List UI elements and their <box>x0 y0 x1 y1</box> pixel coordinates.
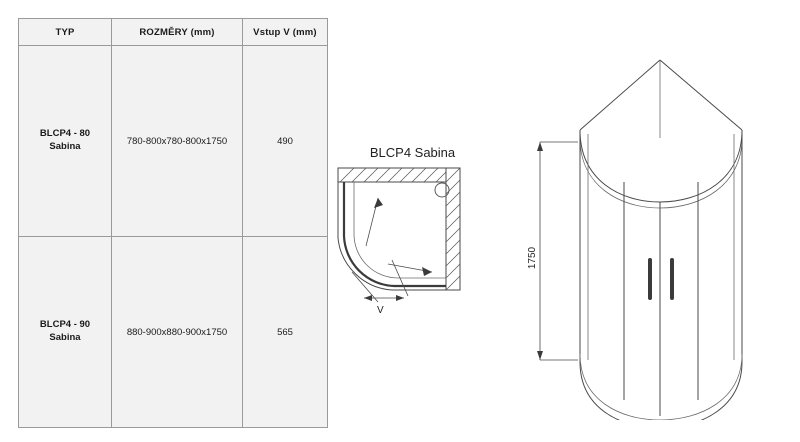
bottom-rail-arc <box>580 362 742 420</box>
door-handle-right <box>670 258 674 300</box>
cell-type <box>19 237 112 428</box>
height-dimension <box>527 142 578 360</box>
type-name-line1: BLCP4 - 80 <box>39 128 91 140</box>
isometric-view-drawing <box>520 30 790 420</box>
door-handle-left <box>648 258 652 300</box>
plan-view-title: BLCP4 Sabina <box>369 145 456 160</box>
cell-entry: 565 <box>243 237 328 428</box>
specification-table <box>18 18 328 428</box>
slide-arrow-upper <box>366 198 383 246</box>
cell-dimensions: 780-800x780-800x1750 <box>112 46 243 237</box>
cell-dimensions: 880-900x880-900x1750 <box>112 237 243 428</box>
plan-view-svg <box>330 120 490 320</box>
type-name-line2: Sabina <box>49 141 81 152</box>
table-header-row <box>19 19 328 46</box>
bottom-rail-arc-inner <box>580 354 742 420</box>
top-rail-arc <box>580 130 742 202</box>
enclosure-arc <box>344 182 446 286</box>
type-name-line1: BLCP4 - 90 <box>39 319 91 331</box>
cell-type <box>19 46 112 237</box>
isometric-view-svg <box>520 30 790 420</box>
top-corner-lines <box>580 60 742 138</box>
wall-hatch-top <box>338 168 460 182</box>
enclosure-inner-arc <box>354 182 446 278</box>
cell-entry: 490 <box>243 46 328 237</box>
column-header-dimensions: ROZMĚRY (mm) <box>112 19 243 46</box>
column-header-entry: Vstup V (mm) <box>243 19 328 46</box>
column-header-type: TYP <box>19 19 112 46</box>
table-body <box>19 46 328 428</box>
height-dimension-label: 1750 <box>527 246 538 270</box>
table-row <box>19 237 328 428</box>
top-rail-arc-inner <box>580 138 742 208</box>
type-name-line2: Sabina <box>49 332 81 343</box>
plan-view-drawing <box>330 120 490 320</box>
entry-dimension-label: V <box>377 305 384 316</box>
table-row <box>19 46 328 237</box>
table-header <box>19 19 328 46</box>
